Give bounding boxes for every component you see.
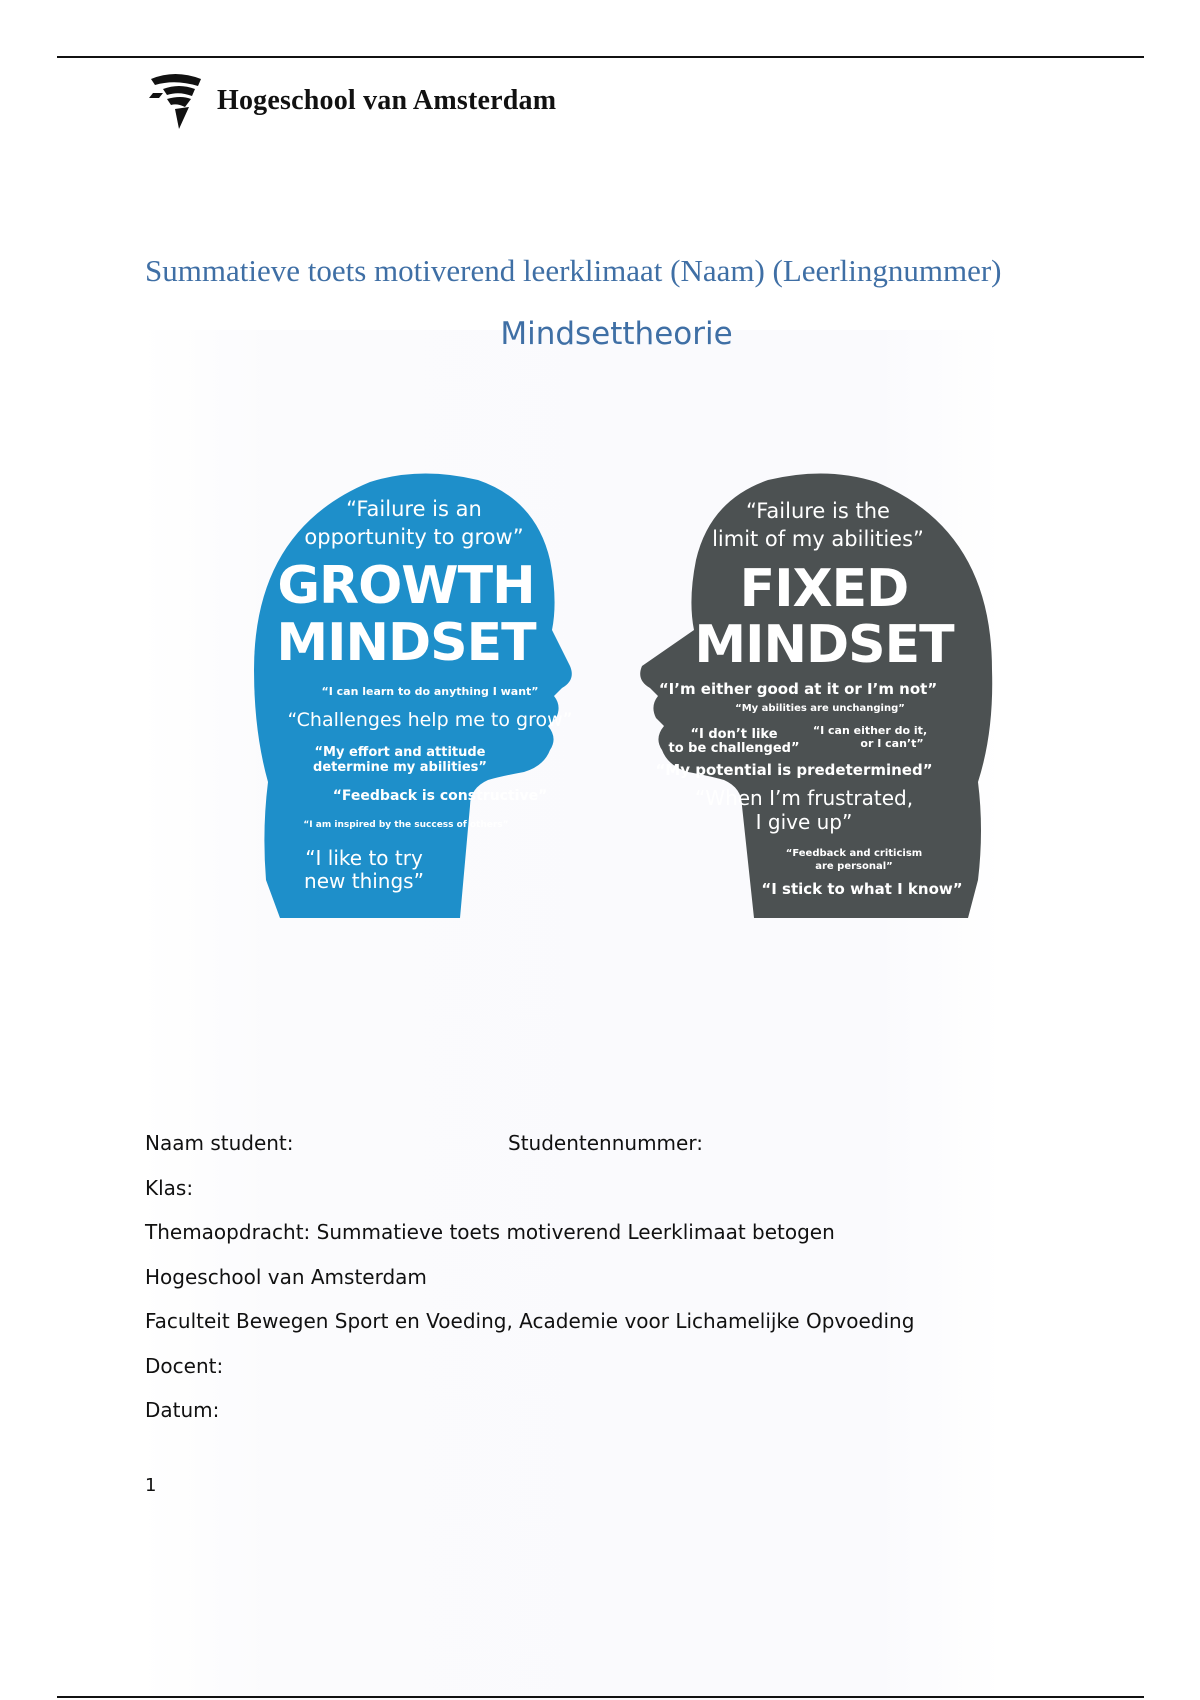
growth-quote-6a: “I like to try xyxy=(305,846,423,870)
page-number: 1 xyxy=(145,1475,157,1496)
growth-quote-3a: “My effort and attitude xyxy=(314,745,486,760)
growth-quote-1: “I can learn to do anything I want” xyxy=(321,685,539,698)
fixed-quote-6b: I give up” xyxy=(755,810,853,834)
hva-logo-icon xyxy=(145,71,207,131)
fixed-quote-7a: “Feedback and criticism xyxy=(785,848,923,859)
growth-quote-top-line1: “Failure is an xyxy=(346,497,482,521)
institution-name: Hogeschool van Amsterdam xyxy=(217,85,557,116)
fixed-quote-6a: “When I’m frustrated, xyxy=(694,786,914,810)
growth-heading-line2: MINDSET xyxy=(276,613,536,673)
student-number-label: Studentennummer: xyxy=(508,1131,703,1155)
document-subtitle-text: Mindsettheorie xyxy=(500,316,733,352)
footer-rule xyxy=(57,1696,1144,1698)
fixed-quote-4a: “I can either do it, xyxy=(812,724,928,737)
growth-quote-5: “I am inspired by the success of others” xyxy=(303,820,509,830)
fixed-quote-5: “My potential is predetermined” xyxy=(655,761,933,779)
fixed-quote-7b: are personal” xyxy=(815,861,893,872)
growth-quote-top-line2: opportunity to grow” xyxy=(304,525,524,549)
mindset-heads-graphic xyxy=(240,470,1000,920)
growth-quote-2: “Challenges help me to grow” xyxy=(287,709,573,731)
fixed-quote-2: “My abilities are unchanging” xyxy=(735,703,905,714)
student-name-label: Naam student: xyxy=(145,1131,294,1155)
growth-quote-4: “Feedback is constructive” xyxy=(332,788,548,804)
school-line: Hogeschool van Amsterdam xyxy=(145,1264,427,1289)
growth-quote-3b: determine my abilities” xyxy=(313,760,487,775)
fixed-heading-line2: MINDSET xyxy=(694,615,954,675)
institution-brand xyxy=(145,70,556,132)
cover-info-block xyxy=(145,1128,1045,1440)
student-line xyxy=(145,1128,1045,1173)
date-label: Datum: xyxy=(145,1398,220,1422)
fixed-quote-top-line1: “Failure is the xyxy=(746,499,890,523)
class-label: Klas: xyxy=(145,1175,194,1200)
fixed-quote-3b: to be challenged” xyxy=(668,741,800,756)
faculty-line: Faculteit Bewegen Sport en Voeding, Academie voor Lichamelijke Opvoeding xyxy=(145,1309,915,1333)
fixed-heading-line1: FIXED xyxy=(739,559,909,619)
document-title: Summatieve toets motiverend leerklimaat (Naam) (Leerlingnummer) xyxy=(145,253,1002,288)
assignment-line: Themaopdracht: Summatieve toets motiverend Leerklimaat betogen xyxy=(145,1220,835,1244)
fixed-quote-3a: “I don’t like xyxy=(690,727,778,742)
growth-heading-line1: GROWTH xyxy=(277,556,535,616)
fixed-quote-1: “I’m either good at it or I’m not” xyxy=(658,680,938,698)
fixed-quote-8: “I stick to what I know” xyxy=(761,880,963,898)
fixed-quote-top-line2: limit of my abilities” xyxy=(712,527,924,551)
mindset-illustration xyxy=(240,470,1000,920)
fixed-quote-4b: or I can’t” xyxy=(860,737,924,750)
growth-quote-6b: new things” xyxy=(304,869,424,893)
teacher-label: Docent: xyxy=(145,1353,224,1378)
header-rule xyxy=(57,56,1144,58)
document-subtitle xyxy=(0,316,1200,352)
